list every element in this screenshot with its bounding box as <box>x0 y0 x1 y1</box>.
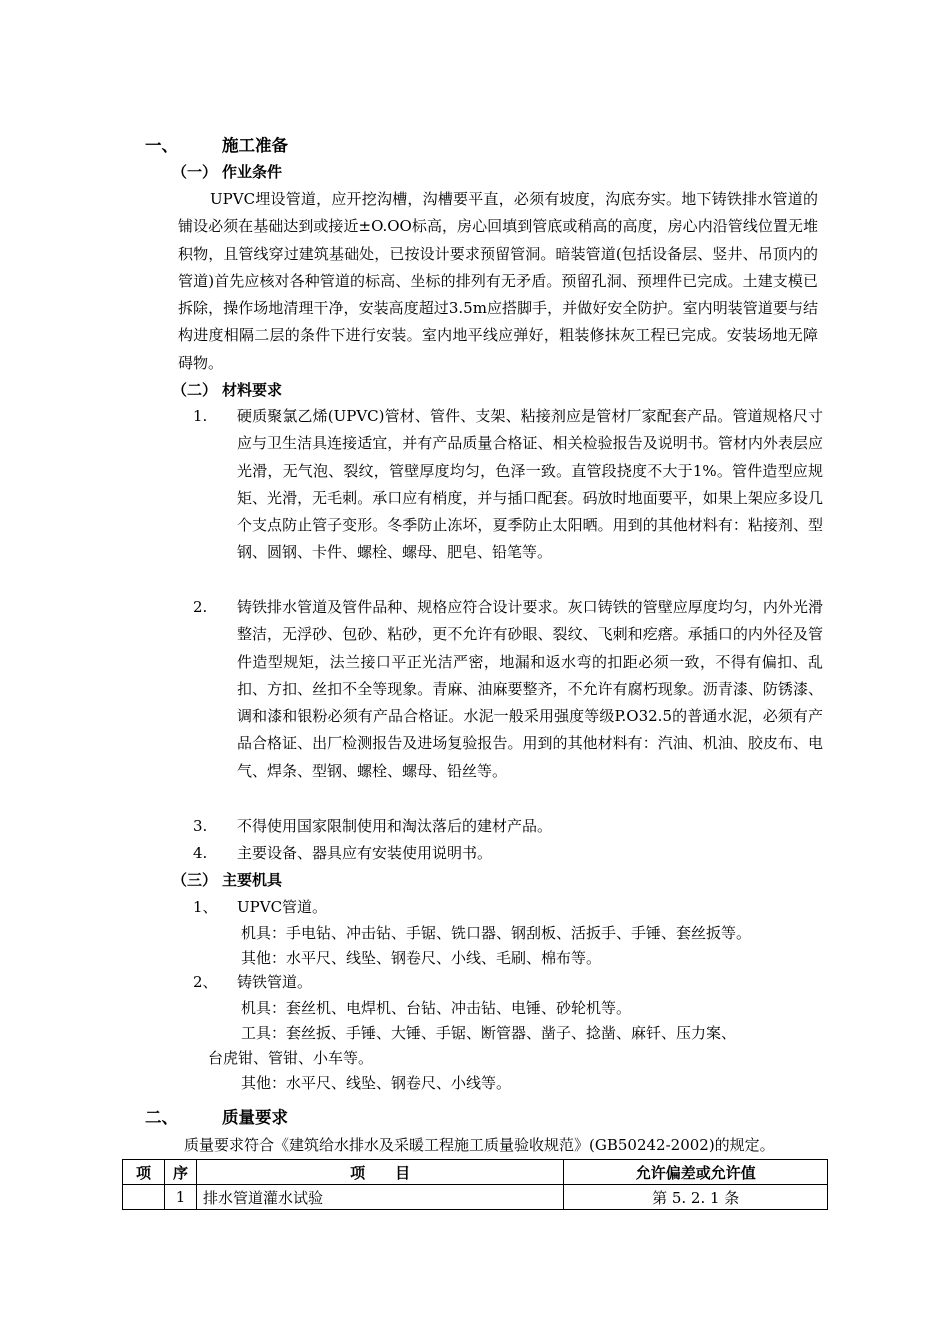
table-header-cell: 允许偏差或允许值 <box>564 1160 828 1185</box>
table-cell: 排水管道灌水试验 <box>196 1185 563 1210</box>
subsection-3-title: 主要机具 <box>222 871 283 889</box>
subsection-2-title: 材料要求 <box>222 381 283 399</box>
tool-group-1-number: 1、 <box>193 898 218 916</box>
table-cell: 1 <box>164 1185 196 1210</box>
tool-group-2-title: 铸铁管道。 <box>237 973 313 991</box>
subsection-2-heading <box>172 379 282 401</box>
quality-table <box>122 1159 828 1210</box>
material-item-number: 4. <box>193 844 208 862</box>
subsection-1-number: （一） <box>172 163 218 181</box>
table-header-cell: 项 <box>123 1160 165 1185</box>
tool-group-2-number: 2、 <box>193 973 218 991</box>
tool-group-2-implements-cont: 台虎钳、管钳、小车等。 <box>208 1049 374 1067</box>
tool-group-2-other: 其他：水平尺、线坠、钢卷尺、小线等。 <box>241 1074 512 1092</box>
tool-group-1-machines: 机具：手电钻、冲击钻、手锯、铣口器、钢刮板、活扳手、手锤、套丝扳等。 <box>241 924 752 942</box>
table-header-row <box>123 1160 828 1185</box>
tool-group-1-title: UPVC管道。 <box>237 898 328 916</box>
material-item <box>193 594 823 785</box>
tool-group-1-other: 其他：水平尺、线坠、钢卷尺、小线、毛刷、棉布等。 <box>241 949 602 967</box>
section-1-heading <box>145 135 288 157</box>
subsection-1-heading <box>172 161 282 183</box>
material-item-text: 主要设备、器具应有安装使用说明书。 <box>237 844 493 862</box>
subsection-1-title: 作业条件 <box>222 163 283 181</box>
work-conditions-paragraph: UPVC埋设管道，应开挖沟槽，沟槽要平直，必须有坡度，沟底夯实。地下铸铁排水管道的铺设必须在基础达到或接近±O.OO标高，房心回填到管底或稍高的高度，房心内沿管线位置无堆积物，且管线穿过建筑基础处，已按设计要求预留管洞。暗装管道(包括设备层、竖井、吊顶内的管道)首先应核对各种管道的标高、坐标的排列有无矛盾。预留孔洞、预埋件已完成。土建支模已拆除，操作场地清理干净，安装高度超过3.5m应搭脚手，并做好安全防护。室内明装管道要与结构进度相隔二层的条件下进行安装。室内地平线应弹好，粗装修抹灰工程已完成。安装场地无障碍物。 <box>178 190 818 372</box>
material-item <box>193 403 823 567</box>
table-header-cell: 序 <box>164 1160 196 1185</box>
material-item <box>193 840 823 867</box>
table-header-cell: 项 目 <box>196 1160 563 1185</box>
table-cell <box>123 1185 165 1210</box>
subsection-2-number: （二） <box>172 381 218 399</box>
material-item-number: 2. <box>193 598 208 616</box>
section-2-number: 二、 <box>145 1108 178 1127</box>
tool-group-1-heading <box>193 895 327 919</box>
tool-group-2-machines: 机具：套丝机、电焊机、台钻、冲击钻、电锤、砂轮机等。 <box>241 999 632 1017</box>
section-1-number: 一、 <box>145 136 178 155</box>
material-item-number: 1. <box>193 407 208 425</box>
subsection-3-number: （三） <box>172 871 218 889</box>
section-2-title: 质量要求 <box>222 1108 288 1127</box>
material-item <box>193 813 823 840</box>
quality-intro: 质量要求符合《建筑给水排水及采暖工程施工质量验收规范》(GB50242-2002)的规定。 <box>184 1136 775 1154</box>
section-2-heading <box>145 1107 288 1129</box>
subsection-3-heading <box>172 869 282 891</box>
table-row <box>123 1185 828 1210</box>
material-item-text: 铸铁排水管道及管件品种、规格应符合设计要求。灰口铸铁的管壁应厚度均匀，内外光滑整洁，无浮砂、包砂、粘砂，更不允许有砂眼、裂纹、飞刺和疙瘩。承插口的内外径及管件造型规矩，法兰接口平正光洁严密，地漏和返水弯的扣距必须一致，不得有偏扣、乱扣、方扣、丝扣不全等现象。青麻、油麻要整齐，不允许有腐朽现象。沥青漆、防锈漆、调和漆和银粉必须有产品合格证。水泥一般采用强度等级P.O32.5的普通水泥，必须有产品合格证、出厂检测报告及进场复验报告。用到的其他材料有：汽油、机油、胶皮布、电气、焊条、型钢、螺栓、螺母、铅丝等。 <box>237 598 823 780</box>
material-item-number: 3. <box>193 817 208 835</box>
table-cell: 第 5. 2. 1 条 <box>564 1185 828 1210</box>
section-1-title: 施工准备 <box>222 136 288 155</box>
material-item-text: 硬质聚氯乙烯(UPVC)管材、管件、支架、粘接剂应是管材厂家配套产品。管道规格尺寸应与卫生洁具连接适宜，并有产品质量合格证、相关检验报告及说明书。管材内外表层应光滑，无气泡、裂纹，管壁厚度均匀，色泽一致。直管段挠度不大于1%。管件造型应规矩、光滑，无毛刺。承口应有梢度，并与插口配套。码放时地面要平，如果上架应多设几个支点防止管子变形。冬季防止冻坏，夏季防止太阳晒。用到的其他材料有：粘接剂、型钢、圆钢、卡件、螺栓、螺母、肥皂、铅笔等。 <box>237 407 823 562</box>
material-item-text: 不得使用国家限制使用和淘汰落后的建材产品。 <box>237 817 553 835</box>
tool-group-2-implements: 工具：套丝扳、手锤、大锤、手锯、断管器、凿子、捻凿、麻钎、压力案、 <box>241 1024 737 1042</box>
tool-group-2-heading <box>193 970 312 994</box>
